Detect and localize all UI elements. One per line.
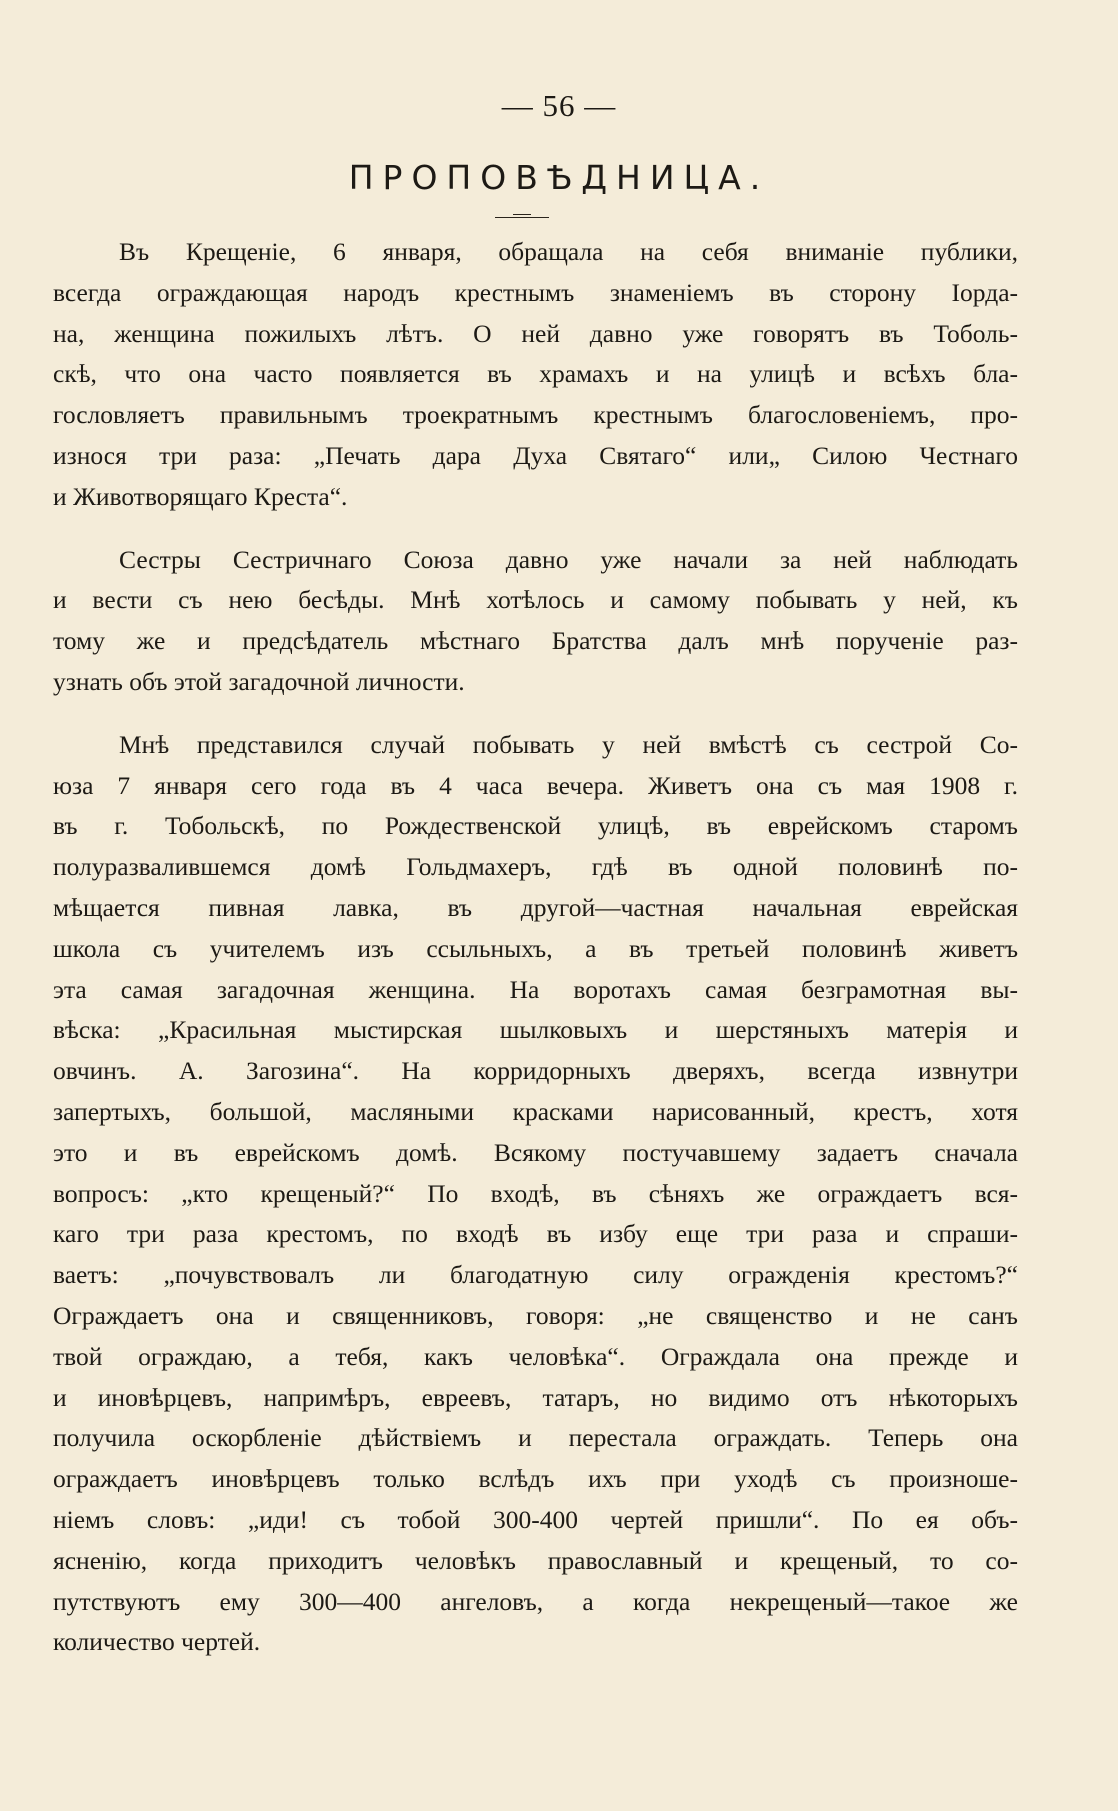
text-line: вопросъ: „кто крещеный?“ По входѣ, въ сѣняхъ же ограждаетъ вся- — [53, 1178, 1018, 1208]
text-line: и иновѣрцевъ, напримѣръ, евреевъ, татаръ, но видимо отъ нѣкоторыхъ — [53, 1382, 1018, 1412]
text-line: количество чертей. — [53, 1627, 261, 1657]
text-line: получила оскорбленіе дѣйствіемъ и перестала ограждать. Теперь она — [53, 1423, 1018, 1453]
text-line: эта самая загадочная женщина. На воротахъ самая безграмотная вы- — [53, 974, 1018, 1004]
text-line: ограждаетъ иновѣрцевъ только вслѣдъ ихъ при уходѣ съ произноше- — [53, 1464, 1018, 1494]
text-line: гословляетъ правильнымъ троекратнымъ крестнымъ благословеніемъ, про- — [53, 400, 1018, 430]
text-line: и Животворящаго Креста“. — [53, 481, 348, 511]
text-line: узнать объ этой загадочной личности. — [53, 666, 465, 696]
paragraph-1 — [53, 232, 1018, 518]
text-line: каго три раза крестомъ, по входѣ въ избу еще три раза и спраши- — [53, 1219, 1018, 1249]
text-line: вѣска: „Красильная мыстирская шылковыхъ и шерстяныхъ матерія и — [53, 1015, 1018, 1045]
text-line: Сестры Сестричнаго Союза давно уже начали за ней наблюдать — [119, 544, 1018, 574]
page-number: — 56 — — [501, 88, 617, 123]
text-line: и вести съ нею бесѣды. Мнѣ хотѣлось и самому побывать у ней, къ — [53, 585, 1018, 615]
text-line: путствуютъ ему 300—400 ангеловъ, а когда некрещеный—такое же — [53, 1586, 1018, 1616]
chapter-title: ПРОПОВѢДНИЦА. — [348, 158, 770, 197]
title-divider — [495, 214, 549, 220]
text-line: школа съ учителемъ изъ ссыльныхъ, а въ третьей половинѣ живетъ — [53, 933, 1018, 963]
text-line: въ г. Тобольскѣ, по Рождественской улицѣ, въ еврейскомъ старомъ — [53, 811, 1018, 841]
text-line: тому же и предсѣдатель мѣстнаго Братства далъ мнѣ порученіе раз- — [53, 626, 1018, 656]
text-line: ніемъ словъ: „иди! съ тобой 300-400 чертей пришли“. По ея объ- — [53, 1504, 1018, 1534]
text-line: всегда ограждающая народъ крестнымъ знаменіемъ въ сторону Іорда- — [53, 277, 1018, 307]
body-text — [53, 232, 1018, 1685]
text-line: износя три раза: „Печать дара Духа Святаго“ или„ Силою Честнаго — [53, 440, 1018, 470]
text-line: овчинъ. А. Загозина“. На корридорныхъ дверяхъ, всегда извнутри — [53, 1056, 1018, 1086]
text-line: запертыхъ, большой, масляными красками нарисованный, крестъ, хотя — [53, 1096, 1018, 1126]
text-line: Мнѣ представился случай побывать у ней вмѣстѣ съ сестрой Со- — [119, 729, 1018, 759]
text-line: твой ограждаю, а тебя, какъ человѣка“. Ограждала она прежде и — [53, 1341, 1018, 1371]
text-line: ясненію, когда приходитъ человѣкъ православный и крещеный, то со- — [53, 1545, 1018, 1575]
text-line: скѣ, что она часто появляется въ храмахъ и на улицѣ и всѣхъ бла- — [53, 359, 1018, 389]
text-line: Ограждаетъ она и священниковъ, говоря: „не священство и не санъ — [53, 1300, 1018, 1330]
text-line: юза 7 января сего года въ 4 часа вечера. Живетъ она съ мая 1908 г. — [53, 770, 1018, 800]
text-line: на, женщина пожилыхъ лѣтъ. О ней давно уже говорятъ въ Тоболь- — [53, 318, 1018, 348]
text-line: Въ Крещеніе, 6 января, обращала на себя вниманіе публики, — [119, 237, 1018, 266]
paragraph-3 — [53, 725, 1018, 1663]
text-line: это и въ еврейскомъ домѣ. Всякому постучавшему задаетъ сначала — [53, 1137, 1018, 1167]
paragraph-2 — [53, 540, 1018, 703]
text-line: полуразвалившемся домѣ Гольдмахеръ, гдѣ въ одной половинѣ по- — [53, 852, 1018, 882]
text-line: мѣщается пивная лавка, въ другой—частная начальная еврейская — [53, 892, 1018, 922]
text-line: ваетъ: „почувствовалъ ли благодатную силу огражденія крестомъ?“ — [53, 1260, 1018, 1290]
